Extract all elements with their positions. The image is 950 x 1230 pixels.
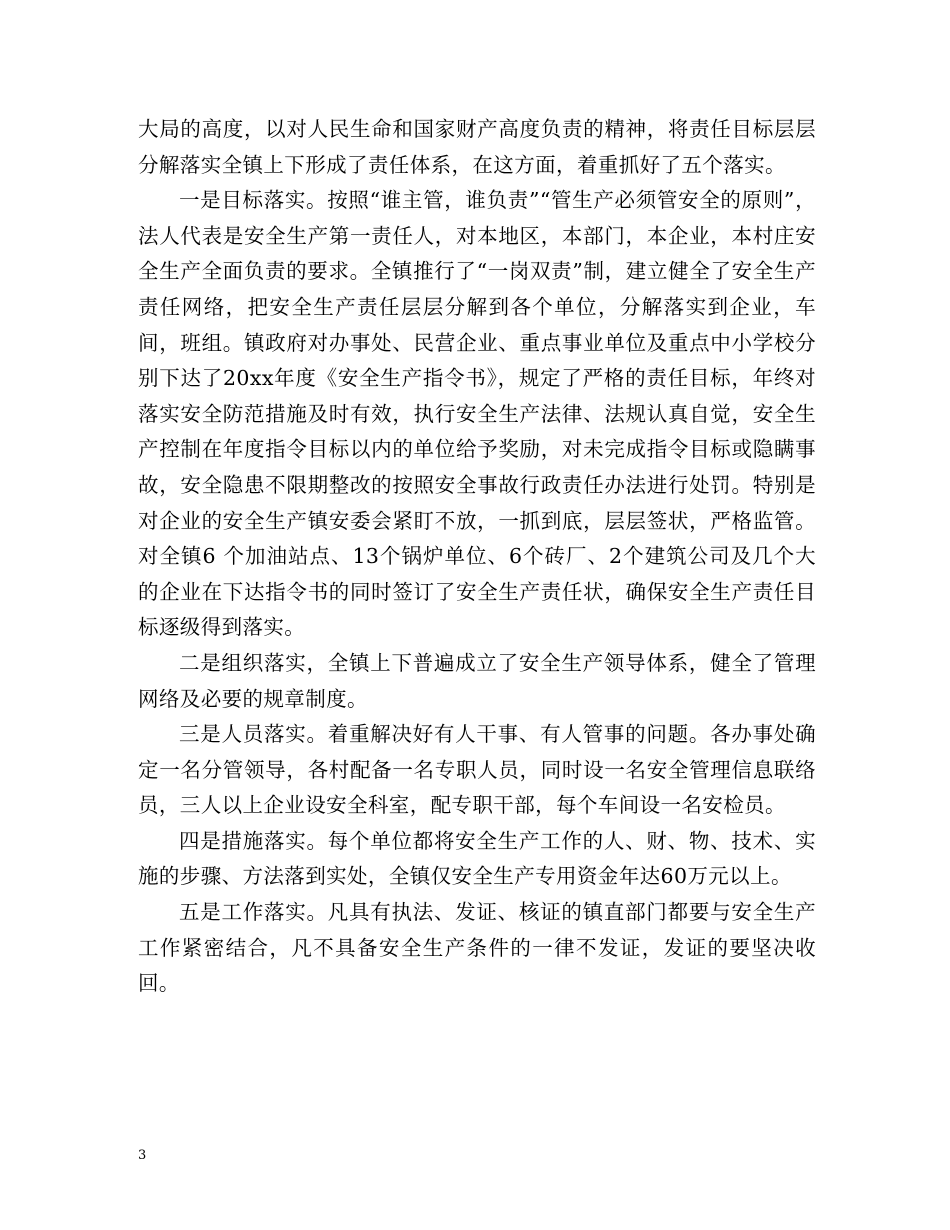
body-text	[138, 112, 816, 1002]
paragraph-target-implementation: 一是目标落实。按照“谁主管，谁负责”“管生产必须管安全的原则”，法人代表是安全生产第一责任人，对本地区，本部门，本企业，本村庄安全生产全面负责的要求。全镇推行了“一岗双责”制，建立健全了安全生产责任网络，把安全生产责任层层分解到各个单位，分解落实到企业，车间，班组。镇政府对办事处、民营企业、重点事业单位及重点中小学校分别下达了20xx年度《安全生产指令书》，规定了严格的责任目标，年终对落实安全防范措施及时有效，执行安全生产法律、法规认真自觉，安全生产控制在年度指令目标以内的单位给予奖励，对未完成指令目标或隐瞒事故，安全隐患不限期整改的按照安全事故行政责任办法进行处罚。特别是对企业的安全生产镇安委会紧盯不放，一抓到底，层层签状，严格监管。对全镇6 个加油站点、13个锅炉单位、6个砖厂、2个建筑公司及几个大的企业在下达指令书的同时签订了安全生产责任状，确保安全生产责任目标逐级得到落实。	[138, 188, 816, 640]
paragraph-work-implementation: 五是工作落实。凡具有执法、发证、核证的镇直部门都要与安全生产工作紧密结合，凡不具备安全生产条件的一律不发证，发证的要坚决收回。	[138, 900, 816, 996]
paragraph-measures-implementation: 四是措施落实。每个单位都将安全生产工作的人、财、物、技术、实施的步骤、方法落到实处，全镇仅安全生产专用资金年达60万元以上。	[138, 828, 816, 889]
paragraph-organization-implementation: 二是组织落实，全镇上下普遍成立了安全生产领导体系，健全了管理网络及必要的规章制度。	[138, 650, 816, 711]
page-number: 3	[138, 1148, 147, 1163]
paragraph-personnel-implementation: 三是人员落实。着重解决好有人干事、有人管事的问题。各办事处确定一名分管领导，各村配备一名专职人员，同时设一名安全管理信息联络员，三人以上企业设安全科室，配专职干部，每个车间设一名安检员。	[138, 722, 816, 818]
paragraph-continuation: 大局的高度，以对人民生命和国家财产高度负责的精神，将责任目标层层分解落实全镇上下形成了责任体系，在这方面，着重抓好了五个落实。	[138, 117, 816, 177]
